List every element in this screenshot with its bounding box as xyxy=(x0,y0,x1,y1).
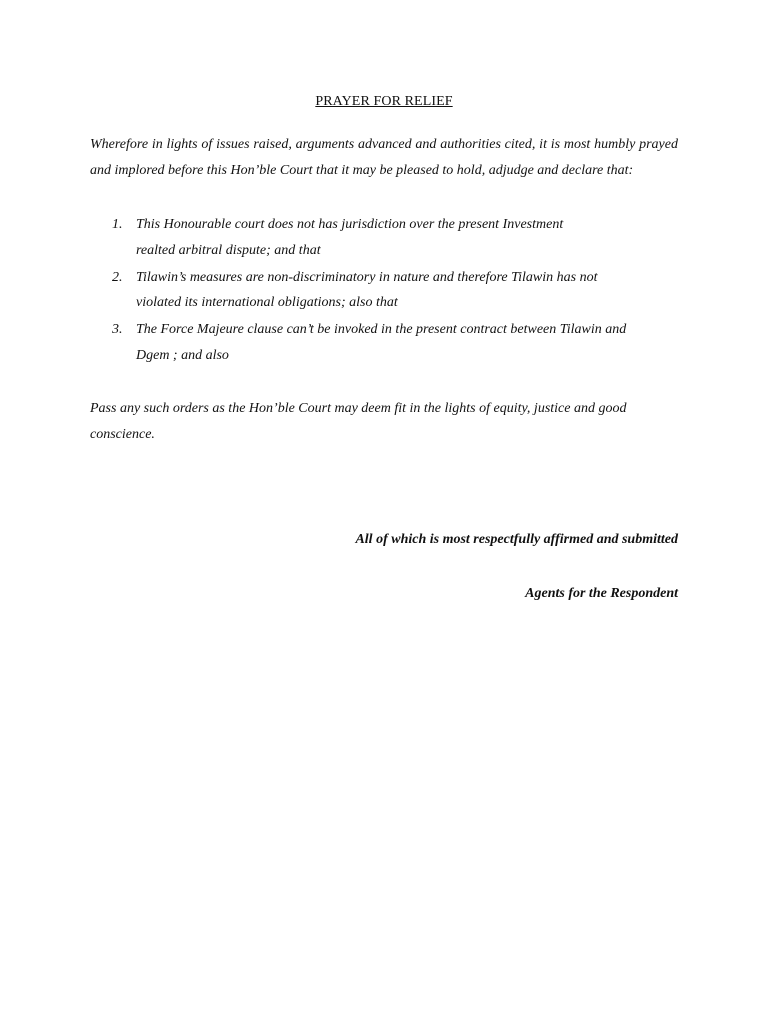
list-item-line: Dgem ; and also xyxy=(136,347,229,363)
list-item-number: 1. xyxy=(112,217,123,232)
list-item-number: 2. xyxy=(112,269,123,285)
list-item-line: This Honourable court does not has jurisdiction over the present Investment xyxy=(136,217,564,232)
signatory-line: Agents for the Respondent xyxy=(525,586,678,601)
prayer-list xyxy=(90,212,678,370)
affirmation-line: All of which is most respectfully affirmed and submitted xyxy=(355,532,678,547)
list-item xyxy=(90,212,678,263)
list-item xyxy=(90,265,678,316)
page-title: PRAYER FOR RELIEF xyxy=(315,94,453,109)
list-item xyxy=(90,317,678,368)
list-item-line: Tilawin’s measures are non-discriminatory in nature and therefore Tilawin has not xyxy=(136,269,598,285)
intro-paragraph: Wherefore in lights of issues raised, arguments advanced and authorities cited, it is most humbly prayed and implored before this Hon’ble Court that it may be pleased to hold, adjudge and declare that: xyxy=(90,137,678,178)
list-item-number: 3. xyxy=(112,322,123,337)
closing-paragraph: Pass any such orders as the Hon’ble Court may deem fit in the lights of equity, justice and good conscience. xyxy=(90,401,627,442)
list-item-line: violated its international obligations; also that xyxy=(136,295,398,310)
list-item-line: The Force Majeure clause can’t be invoked in the present contract between Tilawin and xyxy=(136,322,627,337)
list-item-line: realted arbitral dispute; and that xyxy=(136,242,321,258)
